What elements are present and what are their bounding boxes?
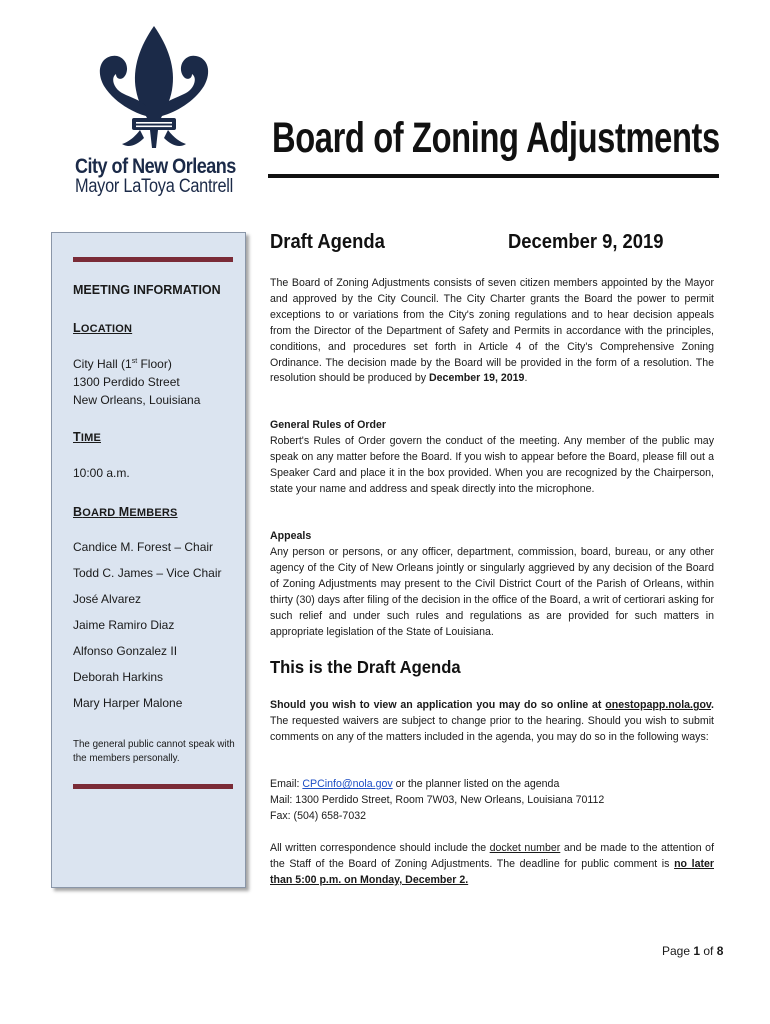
- board-member: Candice M. Forest – Chair: [73, 540, 214, 554]
- board-members-heading: BOARD MEMBERS: [73, 505, 178, 519]
- fax-line: Fax: (504) 658-7032: [270, 810, 366, 822]
- title-divider: [268, 174, 719, 178]
- public-speaking-note: The general public cannot speak with the members personally.: [73, 739, 235, 764]
- appeals-paragraph: Any person or persons, or any officer, department, commission, board, bureau, or any other agency of the City of New Orleans jointly or singularly aggrieved by any decision of the Board of Zoning Adjustments may present to the Civil District Court of the Parish of Orleans, within thirty (30) days after filing of the decision in the office of the Board, a writ of certiorari asking for such relief and under such rules and regulations as are provided for such matters in appropriate legislation of the State of Louisiana.: [270, 546, 714, 638]
- board-member: Deborah Harkins: [73, 670, 164, 684]
- rules-paragraph: Robert's Rules of Order govern the conduct of the meeting. Any member of the public may speak on any matter before the Board. If you wish to appear before the Board, please fill out a Speaker Card and place it in the box provided. When you are recognized by the Chairperson, state your name and address and speak directly into the microphone.: [270, 435, 714, 495]
- appeals-heading: Appeals: [270, 530, 312, 542]
- email-link[interactable]: CPCinfo@nola.gov: [302, 778, 393, 790]
- page-title: Board of Zoning Adjustments: [272, 114, 720, 162]
- sidebar-top-divider: [73, 257, 233, 262]
- board-member: José Alvarez: [73, 592, 142, 606]
- sidebar-bottom-divider: [73, 784, 233, 789]
- online-paragraph: Should you wish to view an application you may do so online at onestopapp.nola.gov. The requested waivers are subject to change prior to the hearing. Should you wish to submit comments on any of the matters included in the agenda, you may do so in the following ways:: [270, 699, 714, 743]
- board-member: Todd C. James – Vice Chair: [73, 566, 222, 580]
- rules-heading: General Rules of Order: [270, 419, 386, 431]
- agenda-date: December 9, 2019: [508, 231, 664, 253]
- agenda-heading: Draft Agenda: [270, 231, 385, 253]
- meeting-info-heading: MEETING INFORMATION: [73, 283, 221, 297]
- location-heading: LOCATION: [73, 321, 133, 335]
- city-name: City of New Orleans: [75, 155, 236, 178]
- board-member: Mary Harper Malone: [73, 696, 183, 710]
- email-line: Email: CPCinfo@nola.gov or the planner listed on the agenda: [270, 778, 560, 790]
- board-member: Jaime Ramiro Diaz: [73, 618, 175, 632]
- onestop-link[interactable]: onestopapp.nola.gov: [605, 699, 712, 711]
- location-line-3: New Orleans, Louisiana: [73, 393, 201, 407]
- board-member: Alfonso Gonzalez II: [73, 644, 178, 658]
- time-heading: TIME: [73, 430, 101, 444]
- mayor-name: Mayor LaToya Cantrell: [75, 176, 234, 197]
- location-line-1: City Hall (1st Floor): [73, 357, 172, 371]
- draft-agenda-heading: This is the Draft Agenda: [270, 657, 461, 677]
- mail-line: Mail: 1300 Perdido Street, Room 7W03, New Orleans, Louisiana 70112: [270, 794, 605, 806]
- location-line-2: 1300 Perdido Street: [73, 375, 180, 389]
- page-number: Page 1 of 8: [662, 944, 724, 958]
- correspondence-paragraph: All written correspondence should include the docket number and be made to the attention of the Staff of the Board of Zoning Adjustments. The deadline for public comment is no later than 5:00 p.m. on Monday, December 2.: [270, 842, 715, 886]
- time-value: 10:00 a.m.: [73, 466, 130, 480]
- intro-paragraph: The Board of Zoning Adjustments consists of seven citizen members appointed by the Mayor and approved by the City Council. The City Charter grants the Board the power to permit exceptions to or variations from the City's zoning regulations and to hear decision appeals from the Director of the Department of Safety and Permits in accordance with the principles, conditions, and procedures set forth in Article 4 of the City's Comprehensive Zoning Ordinance. The decision made by the Board will be provided in the form of a resolution. The resolution should be produced by December 19, 2019.: [270, 277, 714, 385]
